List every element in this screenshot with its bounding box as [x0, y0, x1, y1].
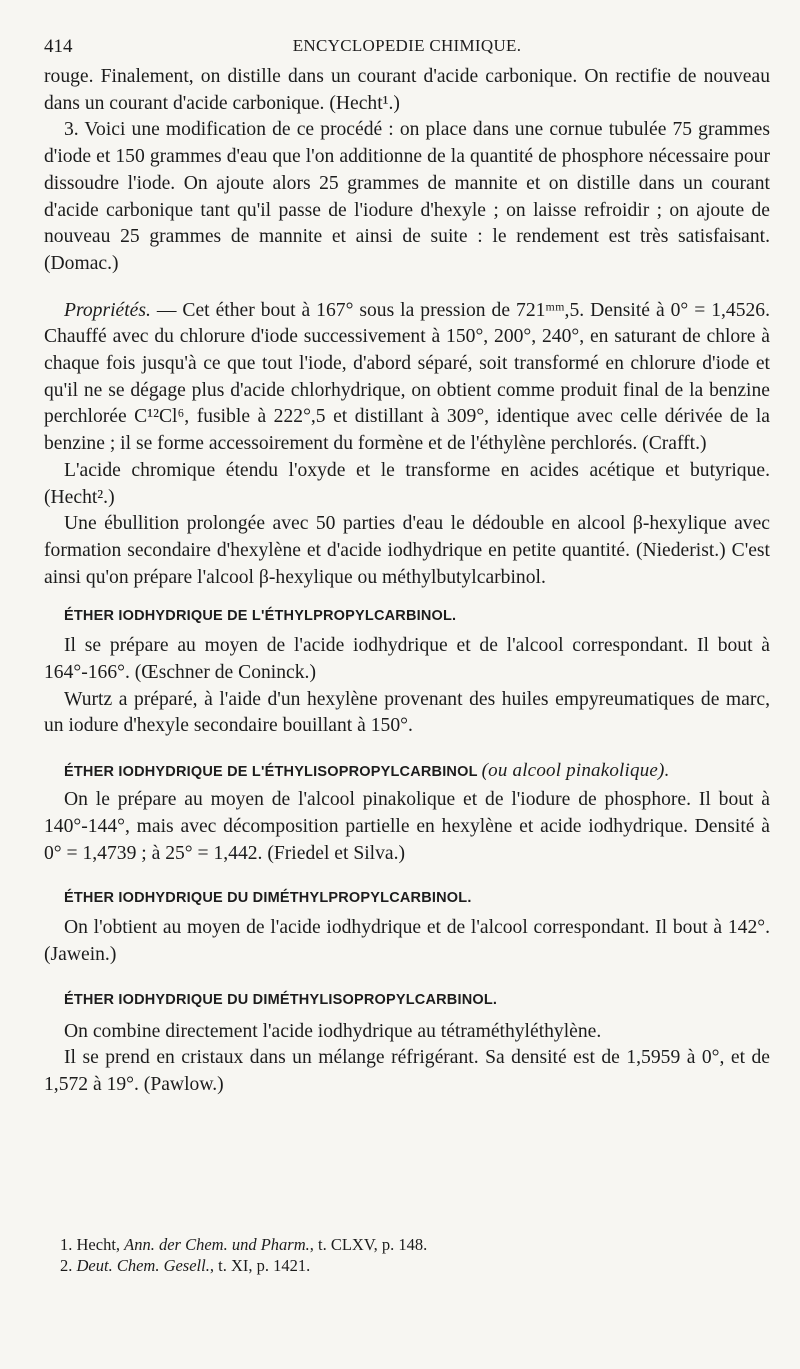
running-head: ENCYCLOPEDIE CHIMIQUE.	[292, 36, 522, 55]
section-heading: ÉTHER IODHYDRIQUE DU DIMÉTHYLPROPYLCARBINOL.	[64, 890, 472, 907]
page-body	[44, 64, 770, 1099]
section-heading: ÉTHER IODHYDRIQUE DU DIMÉTHYLISOPROPYLCARBINOL.	[64, 991, 498, 1008]
footnote	[44, 1235, 770, 1256]
paragraph: Il se prend en cristaux dans un mélange réfrigérant. Sa densité est de 1,5959 à 0°, et de 1,572 à 19°. (Pawlow.)	[44, 1047, 770, 1096]
page-number: 414	[44, 36, 73, 57]
properties-paragraph	[44, 298, 770, 458]
properties-label: Propriétés.	[64, 299, 151, 321]
paragraph: On combine directement l'acide iodhydrique au tétraméthyléthylène.	[64, 1020, 602, 1042]
footnote-number: 1.	[60, 1235, 73, 1254]
properties-text: — Cet éther bout à 167° sous la pression de 721ᵐᵐ,5. Densité à 0° = 1,4526. Chauffé avec du chlorure d'iode successivement à 150°, 200°, 240°, en saturant de chlore à chaque fois jusqu'à ce que tout l'iode, d'abord séparé, soit transformé en chlorure d'iode et qu'il ne se dégage plus d'acide chlorhydrique, on obtient comme produit final de la benzine perchlorée C¹²Cl⁶, fusible à 222°,5 et distillant à 309°, identique avec celle dérivée de la benzine ; il se forme accessoirement du formène et de l'éthylène perchlorés. (Crafft.)	[44, 299, 770, 455]
paragraph: 3. Voici une modification de ce procédé : on place dans une cornue tubulée 75 grammes d'iode et 150 grammes d'eau que l'on additionne de la quantité de phosphore nécessaire pour dissoudre l'iode. On ajoute alors 25 grammes de mannite et on distille dans un courant d'acide carbonique tant qu'il passe de l'iodure d'hexyle ; on laisse refroidir ; on ajoute de nouveau 25 grammes de mannite et ainsi de suite : le rendement est très satisfaisant. (Domac.)	[44, 119, 770, 274]
footnote	[44, 1256, 770, 1277]
section-heading-note: (ou alcool pinakolique).	[481, 760, 670, 782]
section-heading: ÉTHER IODHYDRIQUE DE L'ÉTHYLPROPYLCARBINOL.	[64, 608, 457, 625]
paragraph: Une ébullition prolongée avec 50 parties d'eau le dédouble en alcool β-hexylique avec formation secondaire d'hexylène et d'acide iodhydrique en petite quantité. (Niederist.) C'est ainsi qu'on prépare l'alcool β-hexylique ou méthylbutylcarbinol.	[44, 513, 770, 588]
section-heading-title: ÉTHER IODHYDRIQUE DE L'ÉTHYLISOPROPYLCARBINOL	[64, 764, 478, 781]
paragraph: rouge. Finalement, on distille dans un courant d'acide carbonique. On rectifie de nouveau dans un courant d'acide carbonique. (Hecht¹.)	[44, 66, 770, 114]
paragraph: L'acide chromique étendu l'oxyde et le transforme en acides acétique et butyrique. (Hecht².)	[44, 459, 770, 508]
footnotes	[44, 1235, 770, 1276]
footnote-number: 2.	[60, 1255, 73, 1275]
footnote-source: Deut. Chem. Gesell.	[76, 1255, 210, 1275]
paragraph: Il se prépare au moyen de l'acide iodhydrique et de l'alcool correspondant. Il bout à 164°-166°. (Œschner de Coninck.)	[44, 635, 770, 684]
footnote-source: Ann. der Chem. und Pharm.	[124, 1235, 310, 1254]
footnote-reference: , t. XI, p. 1421.	[209, 1255, 311, 1275]
page-header	[44, 36, 770, 62]
footnote-reference: , t. CLXV, p. 148.	[309, 1235, 428, 1254]
footnote-author: Hecht,	[72, 1235, 125, 1254]
section-heading	[44, 758, 770, 785]
paragraph: Wurtz a préparé, à l'aide d'un hexylène provenant des huiles empyreumatiques de marc, un iodure d'hexyle secondaire bouillant à 150°.	[44, 688, 770, 737]
paragraph: On l'obtient au moyen de l'acide iodhydrique et de l'alcool correspondant. Il bout à 142°. (Jawein.)	[44, 917, 770, 965]
paragraph: On le prépare au moyen de l'alcool pinakolique et de l'iodure de phosphore. Il bout à 140°-144°, mais avec décomposition partielle en hexylène et acide iodhydrique. Densité à 0° = 1,4739 ; à 25° = 1,442. (Friedel et Silva.)	[44, 789, 770, 864]
